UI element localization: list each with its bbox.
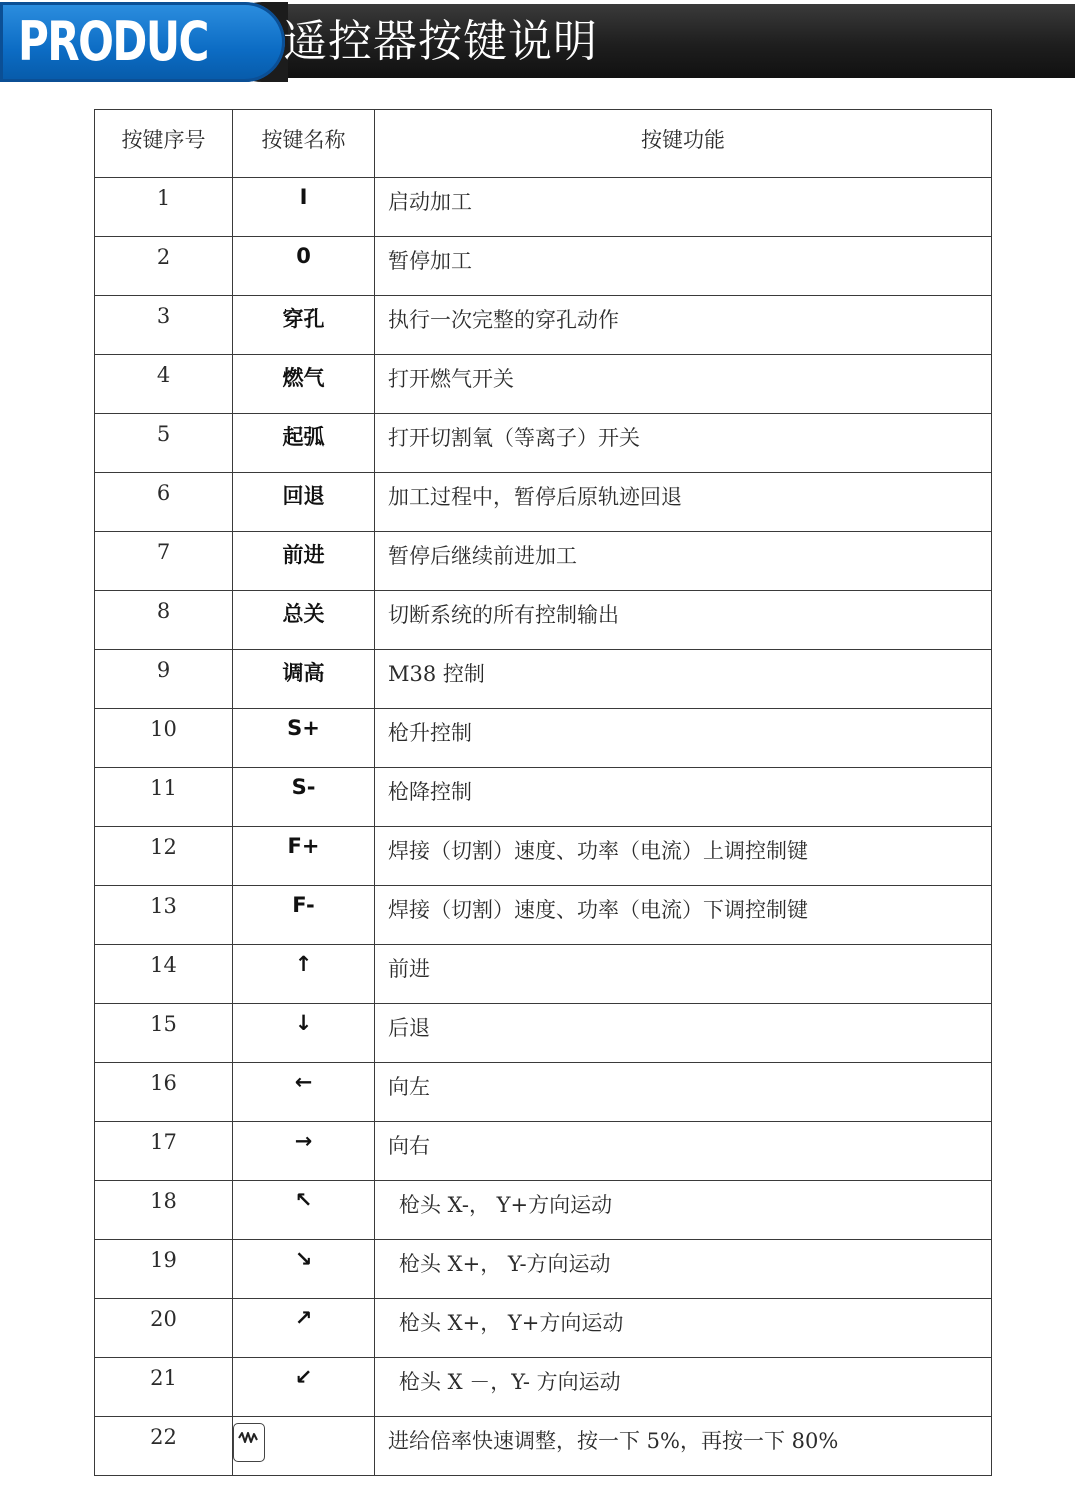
key-function: 暂停后继续前进加工 [388,544,577,568]
key-number: 5 [156,422,171,446]
key-name-cell [233,1004,375,1063]
key-function-cell [375,1417,992,1476]
key-name-cell [233,1240,375,1299]
table-row [95,945,992,1004]
key-name-cell [233,650,375,709]
key-function: 打开切割氧（等离子）开关 [388,426,640,450]
column-header-number: 按键序号 [95,110,233,178]
key-function: 前进 [388,957,430,981]
key-name: ↖ [294,1188,313,1212]
key-function-cell [375,1358,992,1417]
key-name-cell [233,237,375,296]
table-header-row [95,110,992,178]
key-number: 14 [150,953,177,977]
key-name: → [294,1129,313,1153]
table-row [95,1417,992,1476]
key-function: 枪降控制 [388,780,472,804]
key-name-cell [233,709,375,768]
page-title: 遥控器按键说明 [283,16,598,67]
key-name: I [299,185,308,209]
key-number-cell [95,1240,233,1299]
key-name-cell [233,473,375,532]
table-row [95,1122,992,1181]
key-function-cell [375,945,992,1004]
key-name: ↓ [294,1011,313,1035]
key-name: 总关 [282,602,325,626]
key-function: 枪头 X-， Y+方向运动 [399,1193,613,1217]
key-number-cell [95,1299,233,1358]
key-number: 11 [150,776,177,800]
table-row [95,1063,992,1122]
key-function: 焊接（切割）速度、功率（电流）下调控制键 [388,898,808,922]
key-name: ↗ [294,1306,313,1330]
key-name-cell [233,532,375,591]
table-row [95,1299,992,1358]
key-number-cell [95,709,233,768]
key-number-cell [95,1004,233,1063]
key-function: 打开燃气开关 [388,367,514,391]
key-number: 21 [150,1366,177,1390]
table-row [95,178,992,237]
key-name: 燃气 [282,366,325,390]
key-name-cell [233,591,375,650]
table-row [95,355,992,414]
key-number: 13 [150,894,177,918]
key-function: 枪头 X －，Y- 方向运动 [399,1370,621,1394]
key-number: 18 [150,1189,177,1213]
key-name: 前进 [282,543,325,567]
key-number-cell [95,296,233,355]
key-number-cell [95,355,233,414]
key-function: 加工过程中，暂停后原轨迹回退 [388,485,682,509]
key-function: 焊接（切割）速度、功率（电流）上调控制键 [388,839,808,863]
key-name: ← [294,1070,313,1094]
key-number-cell [95,591,233,650]
key-number-cell [95,1122,233,1181]
table-row [95,768,992,827]
key-function: 枪升控制 [388,721,472,745]
key-number: 12 [150,835,177,859]
key-name-cell [233,827,375,886]
key-function-cell [375,1240,992,1299]
key-number: 7 [156,540,171,564]
table-row [95,1240,992,1299]
key-name-cell [233,1299,375,1358]
key-name-cell [233,414,375,473]
key-function: 后退 [388,1016,430,1040]
key-function: 枪头 X+， Y-方向运动 [399,1252,611,1276]
key-number: 20 [150,1307,177,1331]
key-function-cell [375,591,992,650]
key-name: 穿孔 [282,307,325,331]
column-header-key-name: 按键名称 [233,110,375,178]
key-number-cell [95,1181,233,1240]
key-function: 进给倍率快速调整，按一下 5%，再按一下 80% [388,1429,839,1453]
key-number: 15 [150,1012,177,1036]
key-name-cell [233,296,375,355]
key-function: 暂停加工 [388,249,472,273]
key-function-cell [375,532,992,591]
key-function-cell [375,414,992,473]
key-function-cell [375,1122,992,1181]
key-number: 1 [156,186,171,210]
key-function-cell [375,650,992,709]
key-name-cell [233,886,375,945]
key-name: 起弧 [282,425,325,449]
key-number-cell [95,1358,233,1417]
key-name: ↑ [294,952,313,976]
wave-key-icon [233,1423,265,1462]
table-row [95,886,992,945]
table-row [95,1181,992,1240]
key-function-cell [375,768,992,827]
key-function: 执行一次完整的穿孔动作 [388,308,619,332]
key-number: 17 [150,1130,177,1154]
key-function-cell [375,827,992,886]
table-row [95,1004,992,1063]
table-row [95,591,992,650]
key-function-cell [375,296,992,355]
key-number: 2 [156,245,171,269]
key-name-cell [233,1063,375,1122]
key-number-cell [95,768,233,827]
key-number: 22 [150,1425,177,1449]
key-number: 8 [156,599,171,623]
key-name-cell [233,1181,375,1240]
table-row [95,414,992,473]
key-number-cell [95,827,233,886]
key-number: 9 [156,658,171,682]
header-banner [0,0,1080,82]
key-name-cell [233,768,375,827]
key-name: ↘ [294,1247,313,1271]
key-function-cell [375,237,992,296]
key-function-cell [375,1063,992,1122]
key-number: 6 [156,481,171,505]
key-name-cell [233,355,375,414]
key-function: M38 控制 [388,662,485,686]
key-function-cell [375,886,992,945]
key-name: F+ [287,834,320,858]
key-function-cell [375,473,992,532]
key-number: 19 [150,1248,177,1272]
key-function-cell [375,355,992,414]
key-name-cell [233,1358,375,1417]
key-description-table [94,109,992,1476]
key-name: 回退 [282,484,325,508]
table-row [95,237,992,296]
brand-text: PRODUC [18,10,208,73]
key-number-cell [95,945,233,1004]
key-function-cell [375,1181,992,1240]
key-name: ↙ [294,1365,313,1389]
key-name: F- [292,893,315,917]
key-function: 向左 [388,1075,430,1099]
table-row [95,473,992,532]
key-number: 4 [156,363,171,387]
key-name-cell [233,945,375,1004]
key-number-cell [95,178,233,237]
key-number-cell [95,1063,233,1122]
key-function: 切断系统的所有控制输出 [388,603,619,627]
key-function-cell [375,1004,992,1063]
key-number: 16 [150,1071,177,1095]
table-row [95,650,992,709]
key-name-cell [233,1122,375,1181]
key-function-cell [375,178,992,237]
key-number-cell [95,532,233,591]
key-number-cell [95,414,233,473]
table-row [95,532,992,591]
key-number-cell [95,473,233,532]
table-row [95,709,992,768]
table-row [95,296,992,355]
key-number: 3 [156,304,171,328]
table-row [95,827,992,886]
key-name: S+ [287,716,320,740]
key-name-cell [233,178,375,237]
key-number-cell [95,886,233,945]
key-name: S- [291,775,316,799]
key-name-cell [233,1417,375,1476]
key-function: 向右 [388,1134,430,1158]
key-number-cell [95,237,233,296]
column-header-function: 按键功能 [375,110,992,178]
key-name: 0 [296,244,311,268]
key-number: 10 [150,717,177,741]
key-function-cell [375,709,992,768]
key-number-cell [95,1417,233,1476]
table-row [95,1358,992,1417]
key-function: 启动加工 [388,190,472,214]
key-function: 枪头 X+， Y+方向运动 [399,1311,624,1335]
key-function-cell [375,1299,992,1358]
key-number-cell [95,650,233,709]
key-name: 调高 [282,661,325,685]
